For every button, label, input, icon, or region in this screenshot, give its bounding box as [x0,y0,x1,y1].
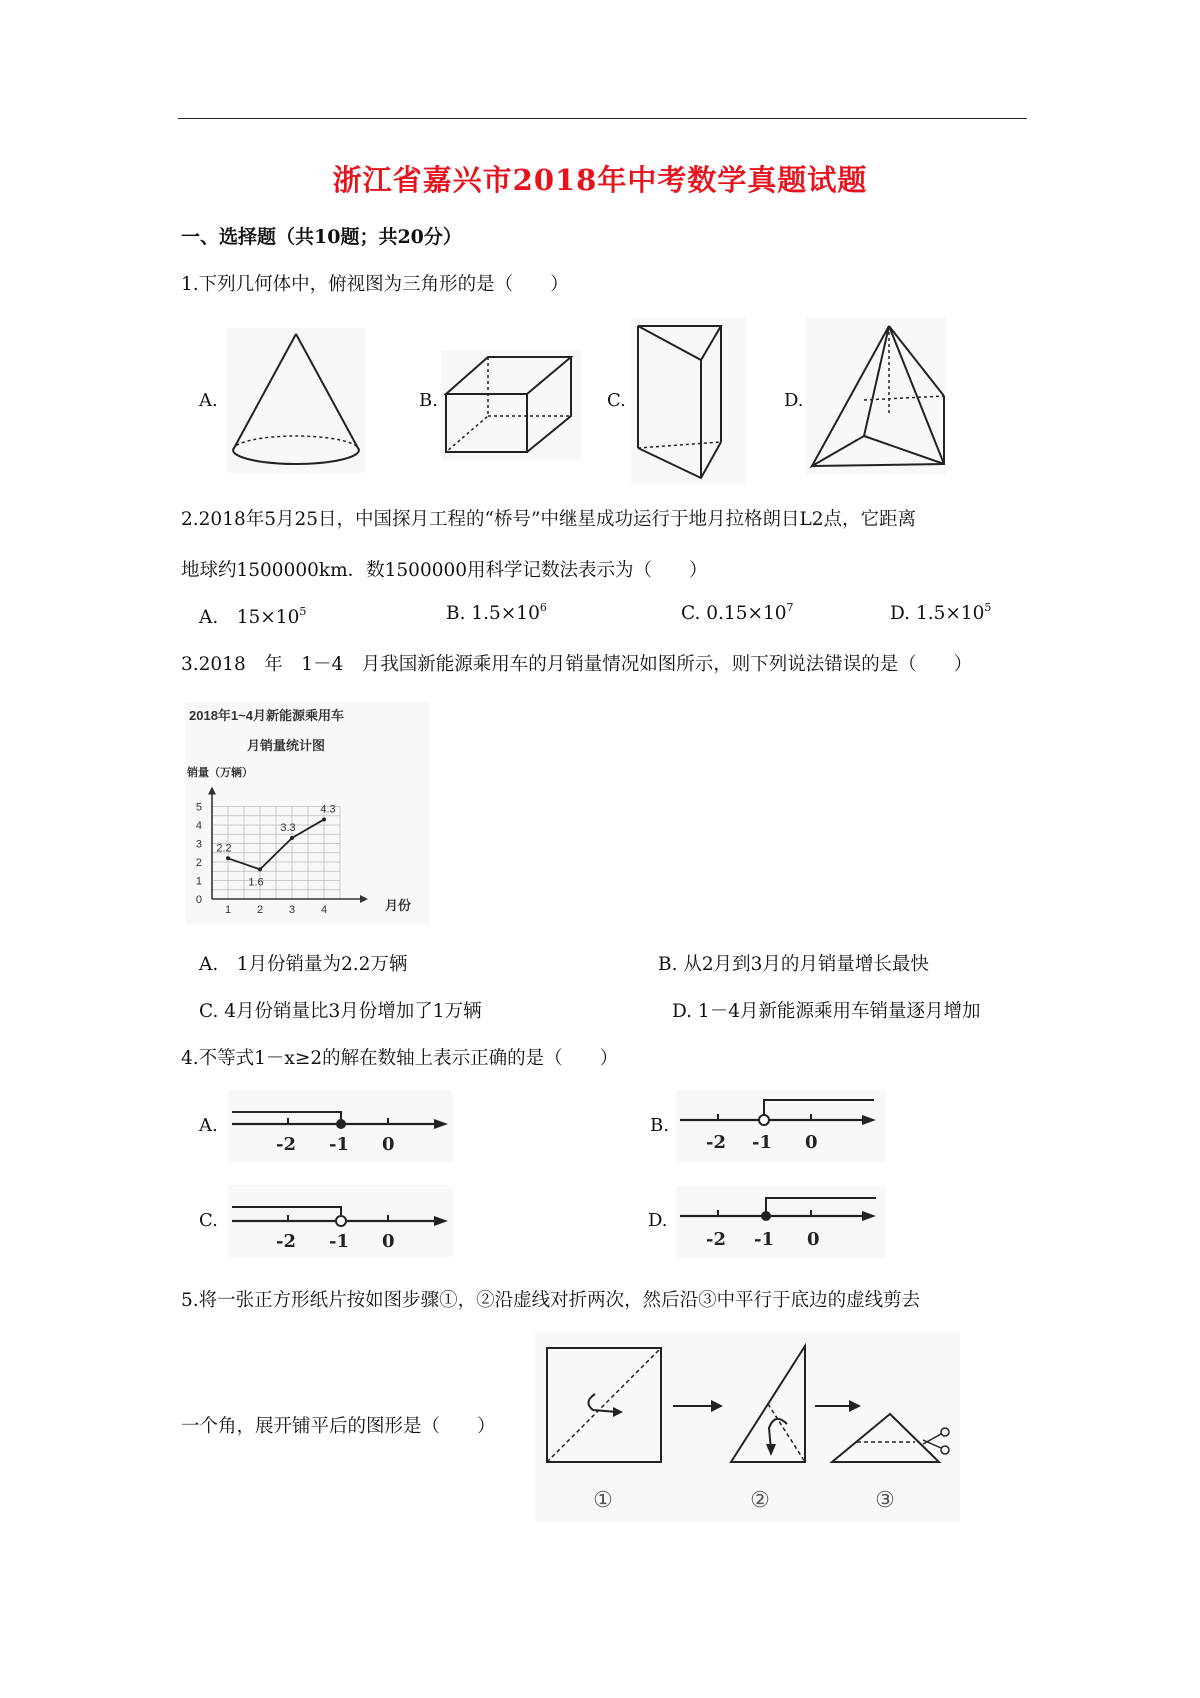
step-label-2: ② [750,1488,770,1513]
data-label: 1.6 [248,876,264,889]
q3-option-c: C. 4月份销量比3月份增加了1万辆 [199,1001,482,1022]
q2-option-b: B. $1.5\times 10^6$ [446,601,547,624]
chart-title: 2018年1~4月新能源乘用车 [189,708,344,723]
q2-option-a: A. $15\times 10^5$ [199,605,307,628]
triangular-prism-figure [631,318,746,484]
question-2-line1: 2.2018年5月25日，中国探月工程的“桥号”中继星成功运行于地月拉格朗日L2点，它距离 [181,509,917,530]
svg-text:0: 0 [382,1231,395,1252]
svg-text:0: 0 [807,1229,820,1250]
svg-text:0: 0 [382,1134,395,1155]
y-tick-label: 5 [195,801,202,814]
y-tick-label: 4 [195,820,202,832]
svg-text:-2: -2 [276,1231,296,1252]
y-tick-label: 0 [195,894,202,906]
data-point [322,817,326,821]
y-tick-label: 1 [195,875,202,888]
q1-label-d: D. [784,390,804,411]
data-point [258,867,262,871]
sales-line-chart [185,702,430,924]
q4-label-a: A. [199,1115,218,1136]
paper-folding-figure [535,1332,960,1522]
q4-label-c: C. [199,1210,218,1231]
y-tick-label: 3 [195,838,202,851]
page-title: 浙江省嘉兴市2018年中考数学真题试题 [332,163,868,197]
question-1-stem: 1.下列几何体中，俯视图为三角形的是（ ） [181,274,569,295]
question-3-stem: 3.2018 年 1－4 月我国新能源乘用车的月销量情况如图所示，则下列说法错误的是（ ） [181,654,973,675]
number-line-c [228,1185,453,1257]
data-label: 2.2 [216,842,232,855]
chart-ylabel: 销量（万辆） [187,767,253,779]
x-tick-label: 4 [320,904,328,916]
x-tick-label: 1 [224,904,232,916]
y-tick-label: 2 [195,857,202,869]
section-heading: 一、选择题（共10题；共20分） [181,226,462,248]
chart-xlabel: 月份 [385,898,412,913]
x-tick-label: 2 [256,904,264,916]
q3-option-d: D. 1－4月新能源乘用车销量逐月增加 [672,1001,981,1022]
q1-label-c: C. [607,390,626,411]
cone-figure [226,328,366,473]
question-4-stem: 4.不等式1－x≥2的解在数轴上表示正确的是（ ） [181,1048,619,1069]
svg-text:-1: -1 [754,1229,774,1250]
number-line-b [676,1090,886,1162]
q2-option-c: C. $0.15\times 10^7$ [681,601,794,624]
x-axis-arrow [360,895,368,903]
svg-text:-2: -2 [276,1134,296,1155]
x-tick-label: 3 [288,904,296,916]
top-rule [178,118,1027,119]
q4-label-d: D. [648,1210,668,1231]
q2-option-d: D. $1.5\times 10^5$ [890,601,992,624]
q1-label-a: A. [199,390,218,411]
q4-label-b: B. [650,1115,669,1136]
question-5-line1: 5.将一张正方形纸片按如图步骤①，②沿虚线对折两次，然后沿③中平行于底边的虚线剪去 [181,1290,921,1311]
step-label-1: ① [593,1488,613,1513]
number-line-d [676,1186,886,1258]
svg-text:-1: -1 [329,1231,349,1252]
q1-label-b: B. [419,390,438,411]
question-2-line2: 地球约1500000km．数1500000用科学记数法表示为（ ） [181,560,708,581]
data-label: 3.3 [280,821,296,834]
y-axis-arrow [208,787,216,795]
svg-text:-1: -1 [752,1132,772,1153]
svg-text:-1: -1 [329,1134,349,1155]
data-label: 4.3 [320,803,336,816]
svg-text:-2: -2 [706,1229,726,1250]
data-point [290,836,294,840]
number-line-a [228,1090,453,1162]
step-label-3: ③ [875,1488,895,1513]
chart-subtitle: 月销量统计图 [247,738,326,753]
svg-text:-2: -2 [706,1132,726,1153]
question-5-line2: 一个角，展开铺平后的图形是（ ） [181,1416,496,1437]
q3-option-b: B. 从2月到3月的月销量增长最快 [658,954,929,975]
q3-option-a: A. 1月份销量为2.2万辆 [199,954,408,975]
cuboid-figure [441,350,581,460]
pyramid-figure [806,318,946,474]
svg-text:0: 0 [805,1132,818,1153]
data-point [226,856,230,860]
